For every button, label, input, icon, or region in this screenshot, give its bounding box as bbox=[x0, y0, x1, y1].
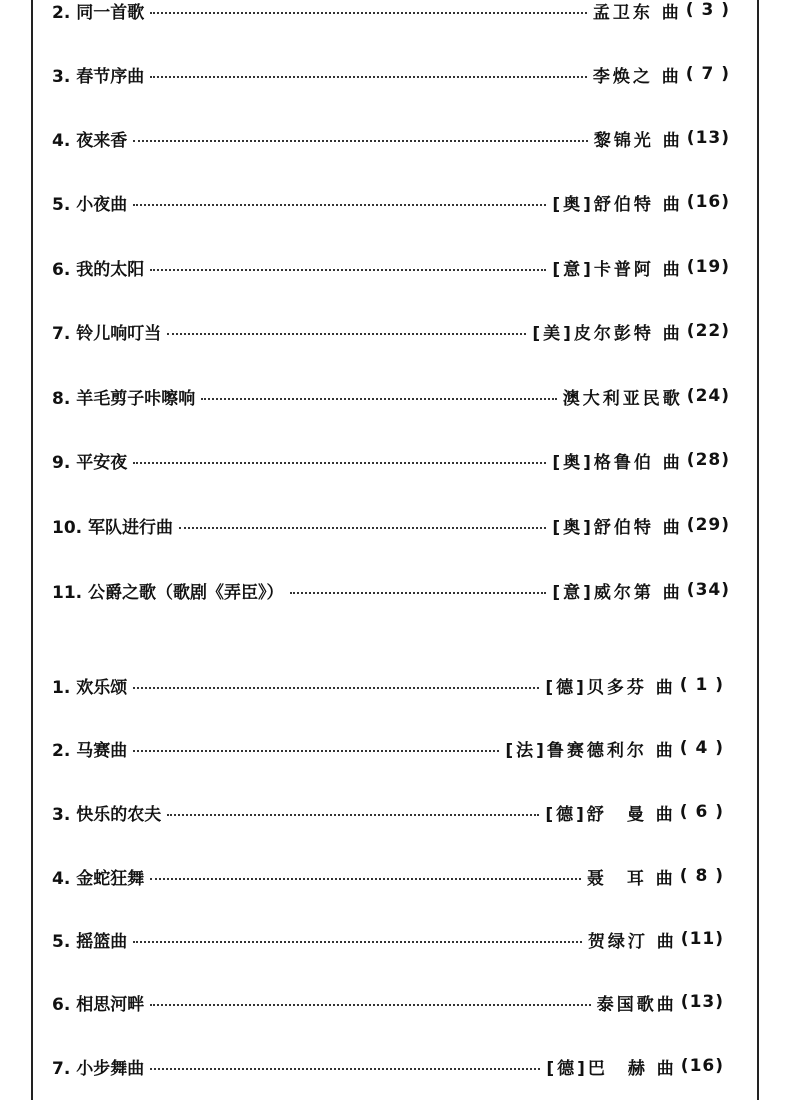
entry-page: (13) bbox=[686, 128, 730, 148]
dot-leader bbox=[133, 941, 582, 943]
entry-composer: [意]卡普阿 曲 bbox=[552, 259, 683, 280]
dot-leader bbox=[150, 76, 587, 78]
dot-leader bbox=[167, 814, 539, 816]
entry-title: 5. 小夜曲 bbox=[52, 194, 128, 215]
dot-leader bbox=[133, 750, 499, 752]
dot-leader bbox=[133, 687, 539, 689]
entry-composer: 澳大利亚民歌 bbox=[562, 388, 683, 409]
toc-entry[interactable] bbox=[52, 381, 730, 411]
dot-leader bbox=[133, 462, 546, 464]
entry-composer: [德]巴 赫 曲 bbox=[546, 1058, 677, 1079]
entry-title: 6. 我的太阳 bbox=[52, 259, 145, 280]
entry-page: ( 7 ) bbox=[685, 64, 730, 84]
toc-entry[interactable] bbox=[52, 510, 730, 540]
entry-composer: [意]威尔第 曲 bbox=[552, 582, 683, 603]
entry-page: ( 1 ) bbox=[679, 675, 724, 695]
dot-leader bbox=[133, 140, 588, 142]
entry-title: 7. 小步舞曲 bbox=[52, 1058, 145, 1079]
toc-entry[interactable] bbox=[52, 59, 730, 89]
entry-composer: 李焕之 曲 bbox=[592, 66, 682, 87]
entry-title: 6. 相思河畔 bbox=[52, 994, 145, 1015]
entry-title: 3. 春节序曲 bbox=[52, 66, 145, 87]
toc-entry[interactable] bbox=[52, 0, 730, 25]
toc-entry[interactable] bbox=[52, 575, 730, 605]
toc-entry[interactable] bbox=[52, 733, 724, 763]
entry-title: 3. 快乐的农夫 bbox=[52, 804, 162, 825]
entry-title: 2. 同一首歌 bbox=[52, 2, 145, 23]
entry-composer: [美]皮尔彭特 曲 bbox=[532, 323, 683, 344]
entry-composer: 泰国歌曲 bbox=[596, 994, 677, 1015]
entry-title: 9. 平安夜 bbox=[52, 452, 128, 473]
dot-leader bbox=[150, 1004, 591, 1006]
dot-leader bbox=[179, 527, 546, 529]
dot-leader bbox=[167, 333, 526, 335]
dot-leader bbox=[150, 878, 581, 880]
entry-title: 4. 夜来香 bbox=[52, 130, 128, 151]
dot-leader bbox=[290, 592, 547, 594]
entry-page: ( 3 ) bbox=[685, 0, 730, 20]
entry-title: 4. 金蛇狂舞 bbox=[52, 868, 145, 889]
toc-entry[interactable] bbox=[52, 123, 730, 153]
dot-leader bbox=[133, 204, 546, 206]
entry-title: 8. 羊毛剪子咔嚓响 bbox=[52, 388, 196, 409]
entry-page: (29) bbox=[686, 515, 730, 535]
entry-page: (16) bbox=[680, 1056, 724, 1076]
entry-composer: [德]贝多芬 曲 bbox=[545, 677, 676, 698]
dot-leader bbox=[150, 269, 546, 271]
toc-entry[interactable] bbox=[52, 252, 730, 282]
toc-entry[interactable] bbox=[52, 445, 730, 475]
toc-entry[interactable] bbox=[52, 187, 730, 217]
entry-composer: [德]舒 曼 曲 bbox=[545, 804, 676, 825]
dot-leader bbox=[201, 398, 557, 400]
entry-page: ( 4 ) bbox=[679, 738, 724, 758]
dot-leader bbox=[150, 1068, 540, 1070]
entry-page: ( 8 ) bbox=[679, 866, 724, 886]
entry-composer: 贺绿汀 曲 bbox=[587, 931, 677, 952]
dot-leader bbox=[150, 12, 587, 14]
entry-composer: [奥]格鲁伯 曲 bbox=[552, 452, 683, 473]
entry-title: 10. 军队进行曲 bbox=[52, 517, 174, 538]
entry-composer: [法]鲁赛德利尔 曲 bbox=[505, 740, 676, 761]
entry-page: (28) bbox=[686, 450, 730, 470]
toc-entry[interactable] bbox=[52, 861, 724, 891]
toc-entry[interactable] bbox=[52, 316, 730, 346]
entry-page: (16) bbox=[686, 192, 730, 212]
toc-entry[interactable] bbox=[52, 1051, 724, 1081]
entry-page: ( 6 ) bbox=[679, 802, 724, 822]
toc-entry[interactable] bbox=[52, 987, 724, 1017]
entry-composer: 孟卫东 曲 bbox=[592, 2, 682, 23]
entry-page: (19) bbox=[686, 257, 730, 277]
toc-entry[interactable] bbox=[52, 924, 724, 954]
entry-title: 1. 欢乐颂 bbox=[52, 677, 128, 698]
entry-composer: 聂 耳 曲 bbox=[586, 868, 676, 889]
entry-page: (13) bbox=[680, 992, 724, 1012]
entry-page: (22) bbox=[686, 321, 730, 341]
entry-composer: [奥]舒伯特 曲 bbox=[552, 194, 683, 215]
entry-title: 11. 公爵之歌（歌剧《弄臣》） bbox=[52, 582, 284, 603]
entry-title: 5. 摇篮曲 bbox=[52, 931, 128, 952]
entry-page: (34) bbox=[686, 580, 730, 600]
entry-page: (11) bbox=[680, 929, 724, 949]
entry-composer: [奥]舒伯特 曲 bbox=[552, 517, 683, 538]
entry-title: 2. 马赛曲 bbox=[52, 740, 128, 761]
entry-title: 7. 铃儿响叮当 bbox=[52, 323, 162, 344]
entry-page: (24) bbox=[686, 386, 730, 406]
toc-entry[interactable] bbox=[52, 797, 724, 827]
toc-entry[interactable] bbox=[52, 670, 724, 700]
entry-composer: 黎锦光 曲 bbox=[593, 130, 683, 151]
